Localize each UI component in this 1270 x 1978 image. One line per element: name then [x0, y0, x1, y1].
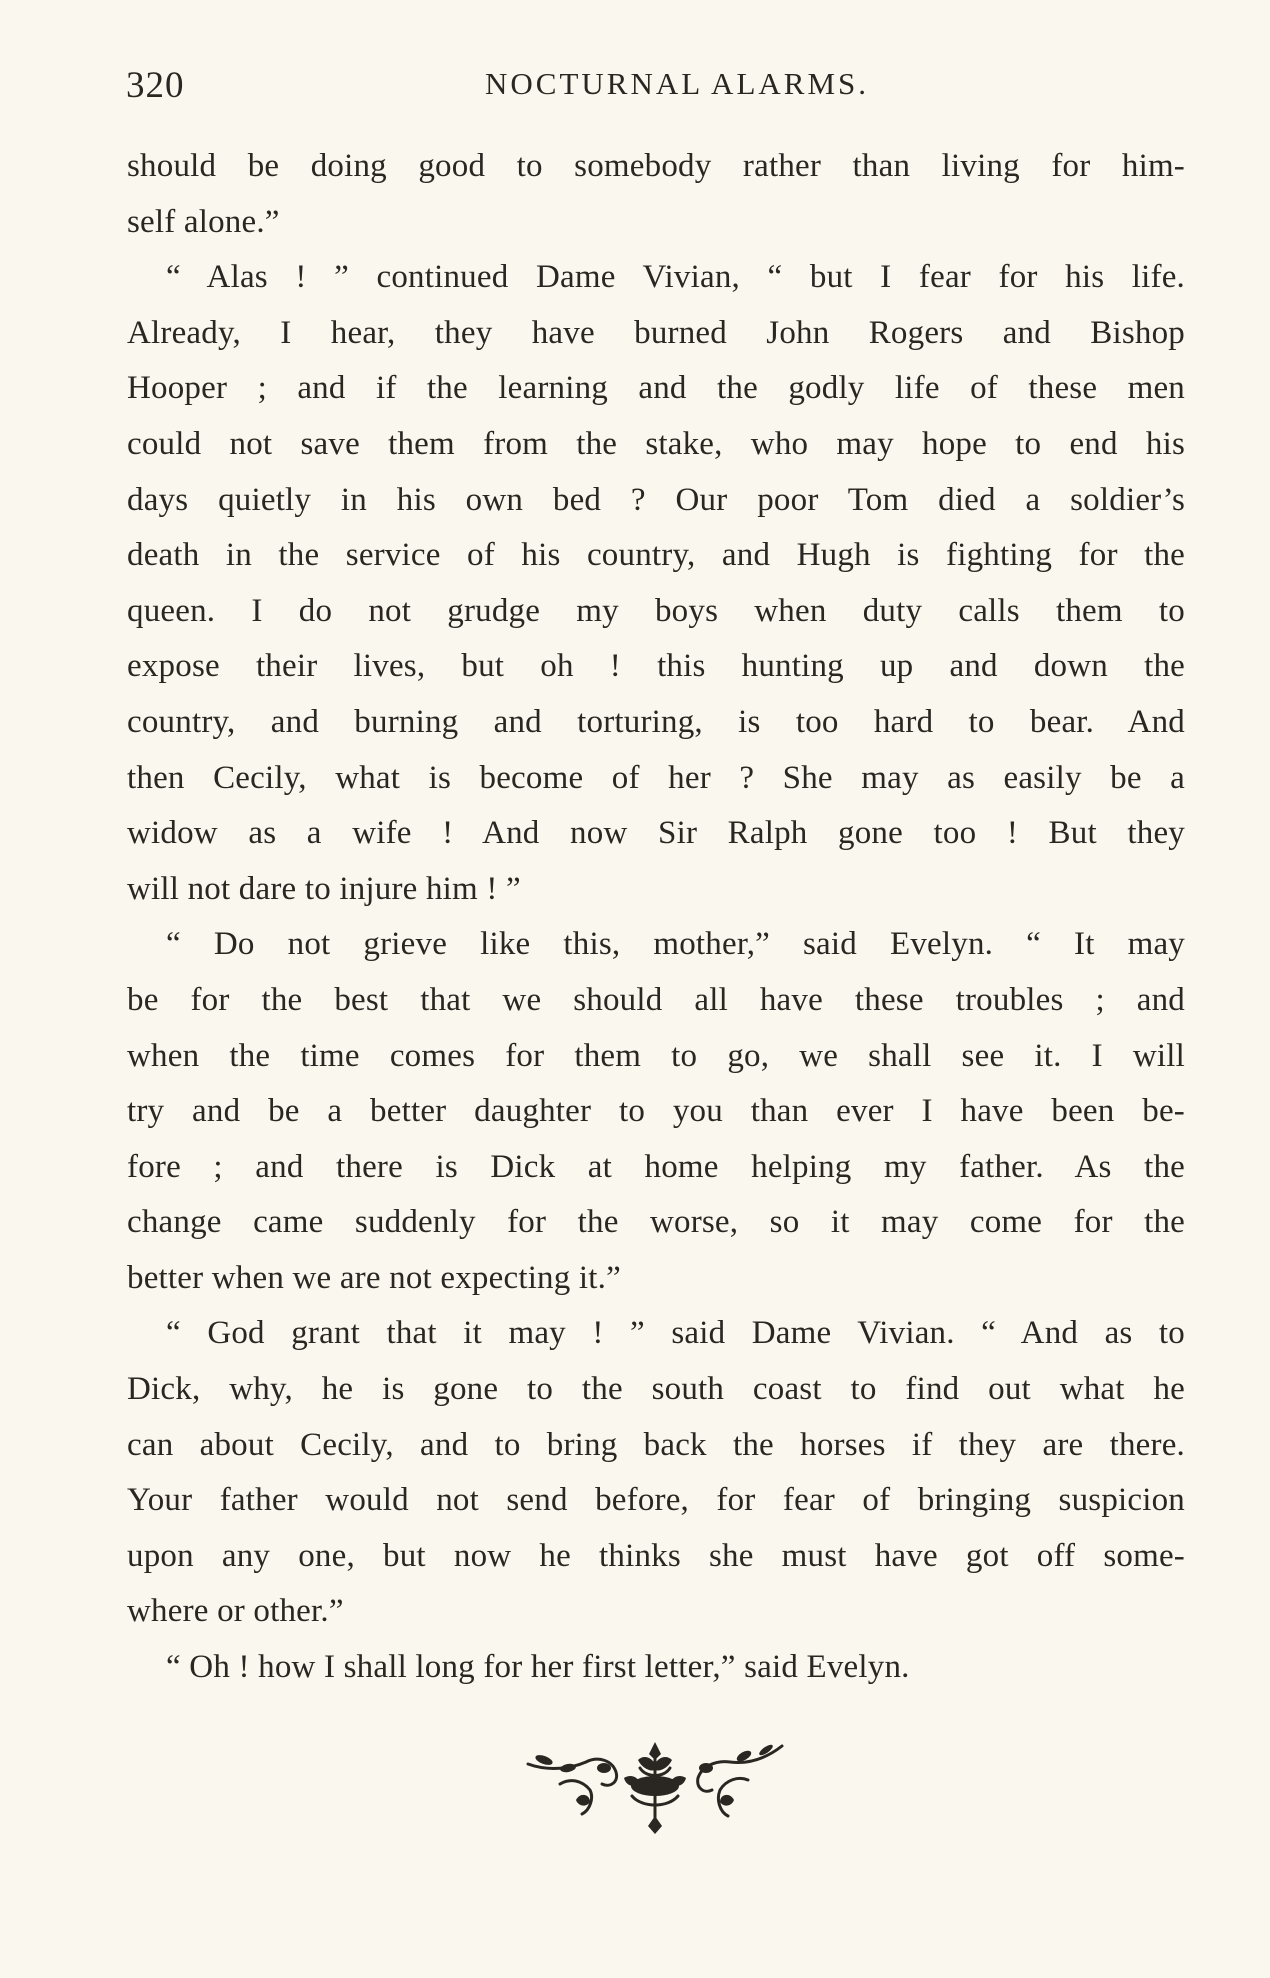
text-line: queen. I do not grudge my boys when duty calls them to [127, 592, 1185, 629]
text-line: days quietly in his own bed ? Our poor Tom died a soldier’s [127, 481, 1185, 518]
text-line: better when we are not expecting it.” [127, 1259, 621, 1296]
text-line: upon any one, but now he thinks she must have got off some- [127, 1537, 1185, 1574]
text-line: Already, I hear, they have burned John Rogers and Bishop [127, 314, 1185, 351]
text-line: Your father would not send before, for fear of bringing suspicion [127, 1482, 1185, 1519]
running-head [126, 64, 1184, 112]
floral-tailpiece-icon [520, 1738, 790, 1836]
text-line: fore ; and there is Dick at home helping my father. As the [127, 1148, 1185, 1185]
text-line: should be doing good to somebody rather than living for him- [127, 148, 1185, 184]
text-line: death in the service of his country, and Hugh is fighting for the [127, 537, 1185, 574]
text-line: “ God grant that it may ! ” said Dame Vivian. “ And as to [166, 1315, 1185, 1352]
text-line: will not dare to injure him ! ” [127, 870, 521, 907]
text-line: self alone.” [127, 203, 280, 240]
text-line: try and be a better daughter to you than ever I have been be- [127, 1093, 1185, 1130]
running-title: NOCTURNAL ALARMS. [485, 66, 869, 101]
text-line: expose their lives, but oh ! this hunting up and down the [127, 648, 1185, 685]
text-line: “ Alas ! ” continued Dame Vivian, “ but I fear for his life. [166, 259, 1185, 296]
text-line: widow as a wife ! And now Sir Ralph gone too ! But they [127, 815, 1185, 852]
text-line: where or other.” [127, 1593, 344, 1630]
body-text [127, 139, 1185, 1696]
text-line: Dick, why, he is gone to the south coast to find out what he [127, 1371, 1185, 1408]
text-line: be for the best that we should all have these troubles ; and [127, 981, 1185, 1018]
text-line: “ Oh ! how I shall long for her first letter,” said Evelyn. [166, 1649, 910, 1686]
text-line: when the time comes for them to go, we shall see it. I will [127, 1037, 1185, 1074]
text-line: could not save them from the stake, who may hope to end his [127, 425, 1185, 462]
text-line: can about Cecily, and to bring back the horses if they are there. [127, 1426, 1185, 1463]
text-line: country, and burning and torturing, is too hard to bear. And [127, 703, 1185, 740]
text-line: change came suddenly for the worse, so it may come for the [127, 1204, 1185, 1241]
text-line: Hooper ; and if the learning and the godly life of these men [127, 370, 1185, 407]
page-number: 320 [126, 65, 185, 106]
text-line: “ Do not grieve like this, mother,” said Evelyn. “ It may [166, 926, 1185, 963]
text-line: then Cecily, what is become of her ? She may as easily be a [127, 759, 1185, 796]
